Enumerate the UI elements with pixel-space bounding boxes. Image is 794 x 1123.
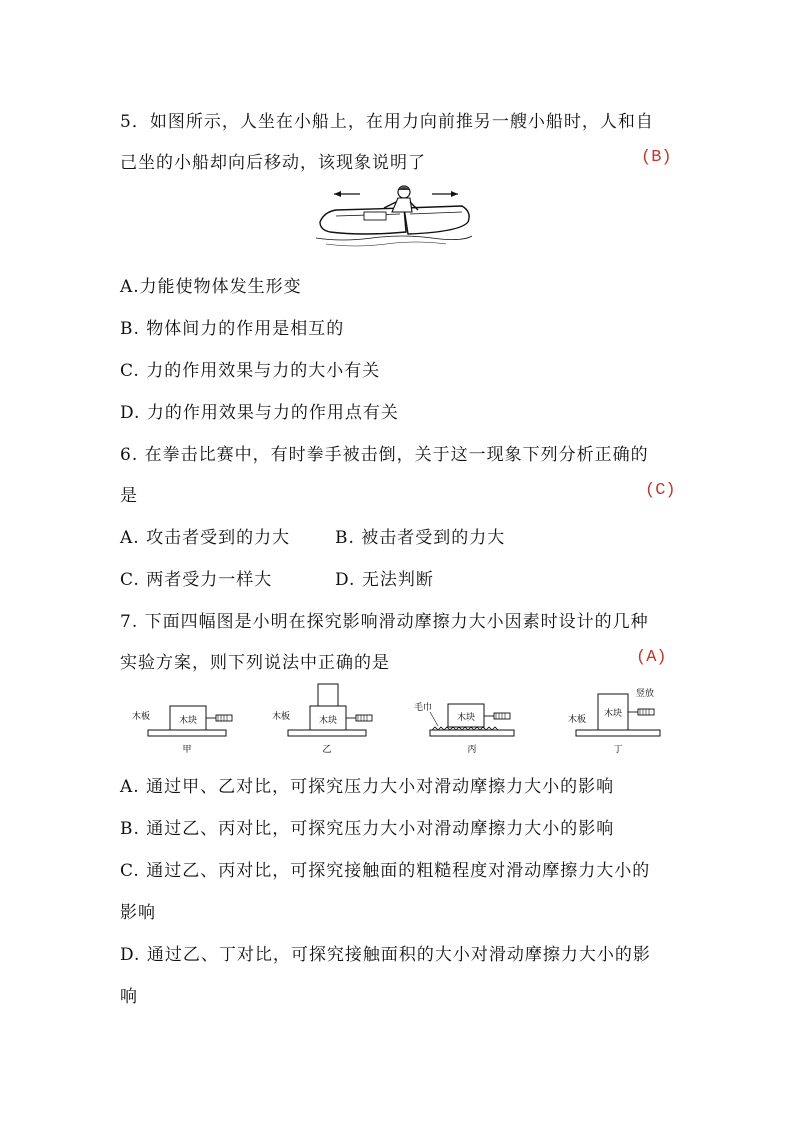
setup-ding xyxy=(568,687,660,755)
q5-option-b: B. 物体间力的作用是相互的 xyxy=(120,319,345,339)
label-ding: 丁 xyxy=(613,745,623,755)
block-label: 木块 xyxy=(318,716,338,726)
q7-answer: (A) xyxy=(636,648,667,667)
q6-option-d: D. 无法判断 xyxy=(335,570,434,590)
label-jia: 甲 xyxy=(182,745,192,755)
boat-illustration xyxy=(312,182,477,250)
q5-stem-line1: 5．如图所示，人坐在小船上，在用力向前推另一艘小船时，人和自 xyxy=(120,112,654,132)
setup-yi xyxy=(272,684,372,755)
q5-option-d: D. 力的作用效果与力的作用点有关 xyxy=(120,403,399,423)
q7-stem-line1: 7. 下面四幅图是小明在探究影响滑动摩擦力大小因素时设计的几种 xyxy=(120,612,649,632)
q7-option-d-line1: D. 通过乙、丁对比，可探究接触面积的大小对滑动摩擦力大小的影 xyxy=(120,945,651,965)
q6-option-b: B. 被击者受到的力大 xyxy=(335,528,506,548)
q6-answer: (C) xyxy=(645,481,676,500)
towel-label: 毛巾 xyxy=(414,703,433,713)
block-label: 木块 xyxy=(178,716,198,726)
q7-option-c-line2: 影响 xyxy=(120,903,156,923)
q6-option-a: A. 攻击者受到的力大 xyxy=(120,528,291,548)
q7-option-a: A. 通过甲、乙对比，可探究压力大小对滑动摩擦力大小的影响 xyxy=(120,777,615,797)
q7-option-d-line2: 响 xyxy=(120,987,138,1007)
board-label: 木板 xyxy=(568,715,587,725)
board-label: 木板 xyxy=(132,712,151,722)
friction-experiment-figure xyxy=(120,680,670,760)
q6-option-c: C. 两者受力一样大 xyxy=(120,570,273,590)
label-bing: 丙 xyxy=(467,745,477,755)
q7-option-b: B. 通过乙、丙对比，可探究压力大小对滑动摩擦力大小的影响 xyxy=(120,819,615,839)
label-yi: 乙 xyxy=(322,745,332,755)
q6-stem-line2: 是 xyxy=(120,486,138,506)
q7-option-c-line1: C. 通过乙、丙对比，可探究接触面的粗糙程度对滑动摩擦力大小的 xyxy=(120,861,651,881)
block-label: 木块 xyxy=(456,713,476,723)
q5-option-a: A.力能使物体发生形变 xyxy=(120,277,302,297)
setup-jia xyxy=(132,706,232,755)
q5-option-c: C. 力的作用效果与力的大小有关 xyxy=(120,361,381,381)
setup-bing xyxy=(414,701,514,755)
q5-stem-line2: 己坐的小船却向后移动，该现象说明了 xyxy=(120,153,426,173)
q7-stem-line2: 实验方案，则下列说法中正确的是 xyxy=(120,653,390,673)
board-label: 木板 xyxy=(272,712,291,722)
q5-answer: (B) xyxy=(641,148,672,167)
block-label: 木块 xyxy=(603,709,623,719)
upright-label: 竖放 xyxy=(636,689,655,699)
q6-stem-line1: 6. 在拳击比赛中，有时拳手被击倒，关于这一现象下列分析正确的 xyxy=(120,445,649,465)
